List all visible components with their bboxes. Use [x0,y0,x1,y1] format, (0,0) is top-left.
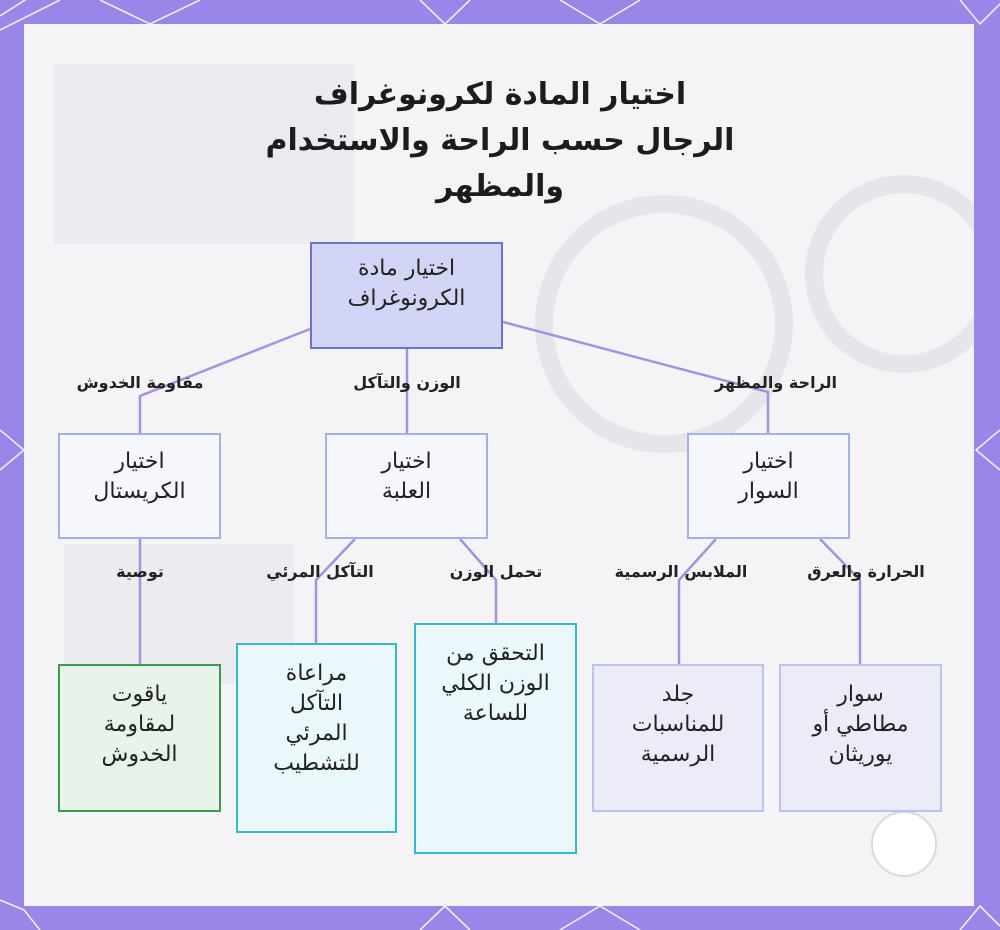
root-node-line-2: الكرونوغراف [347,286,466,311]
leather-leaf-node [592,664,764,812]
edge-label-weight-wear: الوزن والتآكل [353,373,461,392]
weight-line-3: للساعة [462,701,529,726]
edge-case-weight [460,539,496,623]
wear-line-1: مراعاة [285,661,348,686]
sapphire-line-3: الخدوش [101,742,178,767]
edge-label-weight-bearing: تحمل الوزن [449,562,543,581]
leather-line-1: جلد [661,682,695,707]
total-weight-leaf-node [414,623,577,854]
sapphire-line-2: لمقاومة [103,712,176,737]
sapphire-leaf-node [58,664,221,812]
rubber-leaf-node [779,664,942,812]
title-line-3: والمظهر [436,169,564,204]
rubber-line-3: يوريثان [828,742,893,767]
leather-line-3: الرسمية [640,742,716,767]
wear-line-2: التآكل [289,691,344,716]
edge-label-comfort-appearance: الراحة والمظهر [715,373,837,392]
visible-wear-leaf-node [236,643,397,833]
case-node-line-2: العلبة [381,479,432,504]
leather-line-2: للمناسبات [631,712,725,737]
wear-line-3: المرئي [285,721,348,746]
weight-line-2: الوزن الكلي [441,671,550,696]
edge-label-heat-sweat: الحرارة والعرق [807,562,925,581]
case-node-line-1: اختيار [381,449,432,474]
wear-line-4: للتشطيب [273,751,360,776]
edge-case-wear [316,539,355,643]
rubber-line-2: مطاطي أو [812,712,909,737]
root-node-line-1: اختيار مادة [357,256,456,281]
crystal-node-line-2: الكريستال [93,479,186,504]
edge-label-scratch-resistance: مقاومة الخدوش [76,373,204,392]
sapphire-line-1: ياقوت [111,682,168,707]
edge-strap-leather [679,539,716,664]
edge-label-formal-wear: الملابس الرسمية [614,562,748,581]
strap-node-line-1: اختيار [743,449,794,474]
weight-line-1: التحقق من [446,641,545,666]
edge-label-recommendation: توصية [116,562,164,581]
edge-label-visible-wear: التآكل المرئي [266,562,374,581]
strap-node-line-2: السوار [738,479,799,504]
title-line-1: اختيار المادة لكرونوغراف [313,77,687,112]
rubber-line-1: سوار [837,682,884,707]
case-choice-node [325,433,488,539]
edge-strap-rubber [820,539,860,664]
strap-choice-node [687,433,850,539]
title-line-2: الرجال حسب الراحة والاستخدام [265,123,735,158]
root-node [310,242,503,349]
crystal-node-line-1: اختيار [114,449,165,474]
crystal-choice-node [58,433,221,539]
